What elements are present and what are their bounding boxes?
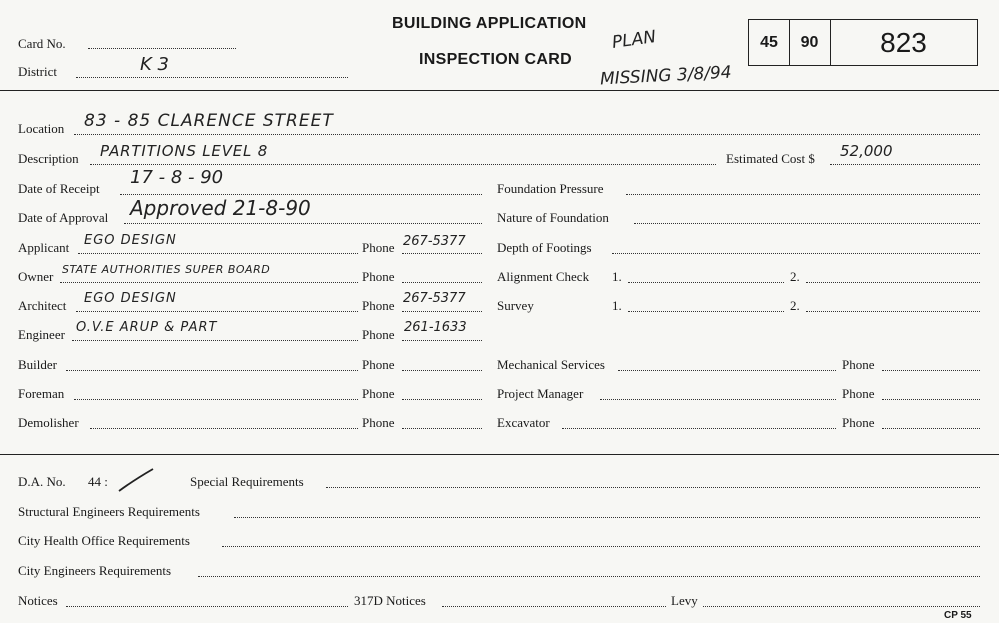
date-of-receipt-label: Date of Receipt — [18, 181, 100, 196]
code-45: 45 — [749, 20, 790, 65]
demolisher-phone-label: Phone — [362, 415, 395, 430]
estimated-cost-value: 52,000 — [840, 142, 893, 160]
demolisher-label: Demolisher — [18, 415, 79, 430]
structural-engineers-line — [234, 517, 980, 518]
engineer-value: O.V.E ARUP & PART — [76, 320, 218, 335]
description-label: Description — [18, 151, 79, 166]
date-of-receipt-value: 17 - 8 - 90 — [130, 167, 224, 188]
foundation-pressure-line — [626, 194, 980, 195]
city-engineers-line — [198, 576, 980, 577]
city-health-label: City Health Office Requirements — [18, 533, 190, 548]
code-90: 90 — [789, 20, 831, 65]
survey-1-line — [628, 311, 784, 312]
owner-phone-label: Phone — [362, 269, 395, 284]
foreman-label: Foreman — [18, 386, 65, 401]
location-label: Location — [18, 121, 65, 136]
project-manager-line — [600, 399, 836, 400]
plan-note: PLAN — [610, 27, 658, 53]
architect-phone: 267-5377 — [403, 291, 466, 306]
date-of-approval-value: Approved 21-8-90 — [130, 196, 311, 220]
engineer-label: Engineer — [18, 327, 65, 342]
builder-phone-label: Phone — [362, 357, 395, 372]
engineer-phone-line — [402, 340, 482, 341]
estimated-cost-label: Estimated Cost $ — [726, 151, 815, 166]
structural-engineers-label: Structural Engineers Requirements — [18, 504, 200, 519]
excavator-label: Excavator — [497, 415, 550, 430]
form-title-line1: BUILDING APPLICATION — [392, 15, 587, 32]
demolisher-line — [90, 428, 358, 429]
notices-317d-label: 317D Notices — [354, 593, 426, 608]
project-manager-phone-line — [882, 399, 980, 400]
foreman-line — [74, 399, 358, 400]
applicant-phone-label: Phone — [362, 240, 395, 255]
owner-label: Owner — [18, 269, 54, 284]
card-no-label: Card No. — [18, 36, 66, 51]
survey-2-line — [806, 311, 980, 312]
applicant-value: EGO DESIGN — [84, 233, 177, 248]
city-health-line — [222, 546, 980, 547]
description-line — [90, 164, 716, 165]
special-requirements-label: Special Requirements — [190, 474, 304, 489]
engineer-line — [72, 340, 358, 341]
date-of-receipt-line — [120, 194, 482, 195]
location-line — [74, 134, 980, 135]
form-code: CP 55 — [944, 610, 972, 621]
header-divider — [0, 90, 999, 91]
architect-label: Architect — [18, 298, 67, 313]
architect-phone-line — [402, 311, 482, 312]
owner-value: STATE AUTHORITIES SUPER BOARD — [62, 263, 271, 276]
architect-line — [76, 311, 358, 312]
form-title-line2: INSPECTION CARD — [419, 51, 572, 68]
owner-line — [60, 282, 358, 283]
card-number-box — [748, 19, 978, 66]
city-engineers-label: City Engineers Requirements — [18, 563, 172, 578]
excavator-phone-line — [882, 428, 980, 429]
applicant-phone: 267-5377 — [403, 234, 466, 249]
levy-label: Levy — [671, 593, 698, 608]
card-number: 823 — [880, 26, 927, 58]
nature-of-foundation-label: Nature of Foundation — [497, 210, 609, 225]
survey-2: 2. — [790, 298, 800, 313]
notices-317d-line — [442, 606, 666, 607]
applicant-label: Applicant — [18, 240, 70, 255]
project-manager-label: Project Manager — [497, 386, 584, 401]
survey-1: 1. — [612, 298, 622, 313]
builder-line — [66, 370, 358, 371]
district-value: K 3 — [140, 54, 169, 75]
alignment-check-2-line — [806, 282, 980, 283]
excavator-line — [562, 428, 836, 429]
da-no-value: 44 : — [88, 474, 108, 489]
mechanical-services-label: Mechanical Services — [497, 357, 605, 372]
applicant-phone-line — [402, 253, 482, 254]
mechanical-phone-label: Phone — [842, 357, 875, 372]
builder-phone-line — [402, 370, 482, 371]
depth-of-footings-label: Depth of Footings — [497, 240, 592, 255]
da-no-label: D.A. No. — [18, 474, 66, 489]
mechanical-phone-line — [882, 370, 980, 371]
foreman-phone-label: Phone — [362, 386, 395, 401]
card-no-line — [88, 48, 236, 49]
special-requirements-line — [326, 487, 980, 488]
foreman-phone-line — [402, 399, 482, 400]
nature-of-foundation-line — [634, 223, 980, 224]
engineer-phone-label: Phone — [362, 327, 395, 342]
description-value: PARTITIONS LEVEL 8 — [100, 142, 269, 160]
mechanical-services-line — [618, 370, 836, 371]
demolisher-phone-line — [402, 428, 482, 429]
da-slash-mark — [116, 466, 156, 494]
owner-phone-line — [402, 282, 482, 283]
foundation-pressure-label: Foundation Pressure — [497, 181, 604, 196]
alignment-check-label: Alignment Check — [497, 269, 590, 284]
alignment-check-2: 2. — [790, 269, 800, 284]
missing-note: MISSING 3/8/94 — [599, 62, 733, 90]
applicant-line — [78, 253, 358, 254]
architect-phone-label: Phone — [362, 298, 395, 313]
notices-label: Notices — [18, 593, 58, 608]
location-value: 83 - 85 CLARENCE STREET — [84, 111, 334, 131]
date-of-approval-line — [124, 223, 482, 224]
district-line — [76, 77, 348, 78]
engineer-phone: 261-1633 — [404, 320, 467, 335]
estimated-cost-line — [830, 164, 980, 165]
alignment-check-1: 1. — [612, 269, 622, 284]
section-divider — [0, 454, 999, 455]
architect-value: EGO DESIGN — [84, 291, 177, 306]
builder-label: Builder — [18, 357, 57, 372]
alignment-check-1-line — [628, 282, 784, 283]
survey-label: Survey — [497, 298, 534, 313]
levy-line — [703, 606, 980, 607]
district-label: District — [18, 64, 57, 79]
project-manager-phone-label: Phone — [842, 386, 875, 401]
depth-of-footings-line — [612, 253, 980, 254]
excavator-phone-label: Phone — [842, 415, 875, 430]
date-of-approval-label: Date of Approval — [18, 210, 109, 225]
notices-line — [66, 606, 348, 607]
